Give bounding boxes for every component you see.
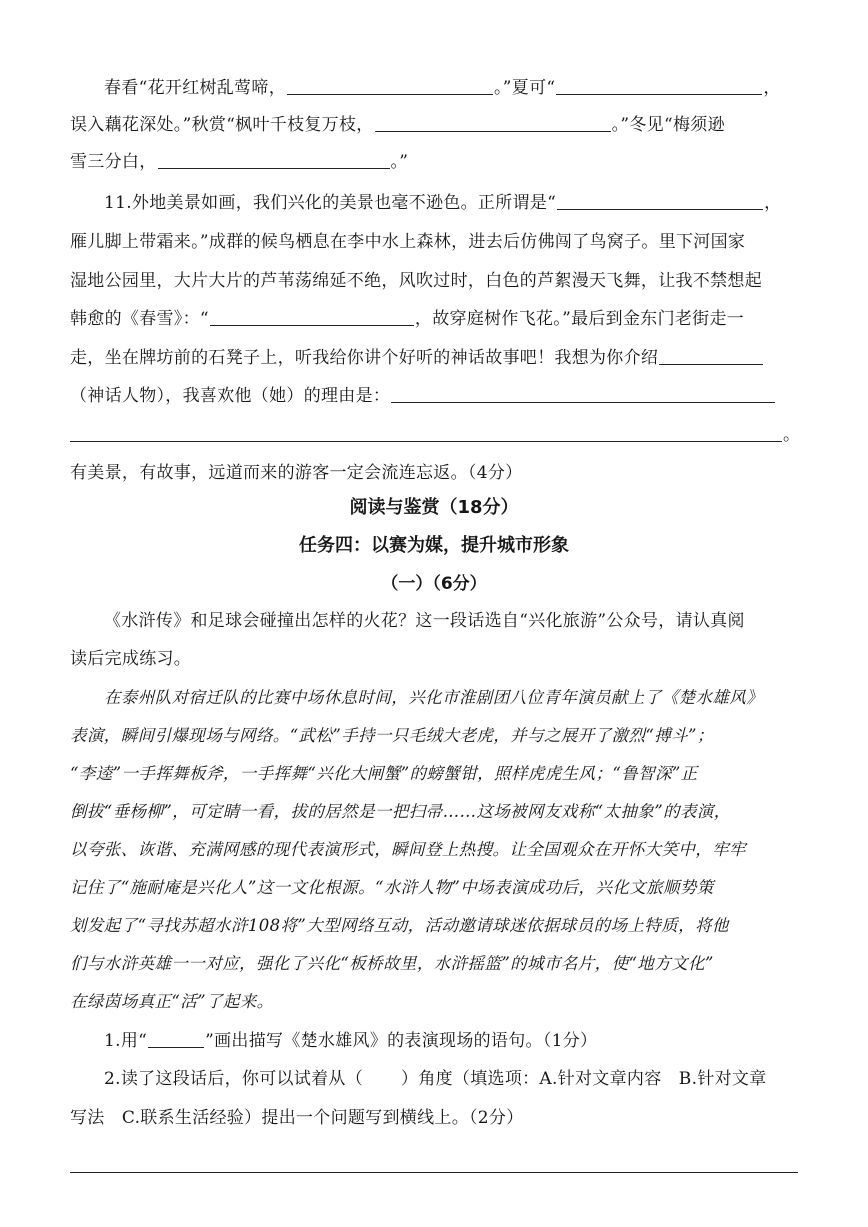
q11-line-6 — [70, 384, 800, 408]
passage-line: 表演，瞬间引爆现场与网络。“武松”手持一只毛绒大老虎，并与之展开了激烈“搏斗”； — [70, 726, 714, 745]
q11-line-1 — [104, 191, 800, 215]
answer-blank[interactable] — [556, 77, 762, 95]
question-1 — [104, 1029, 800, 1053]
answer-blank[interactable] — [70, 424, 782, 442]
q11-text: 韩愈的《春雪》：“ — [70, 309, 209, 329]
answer-blank[interactable] — [375, 114, 611, 132]
q11-line-4 — [70, 307, 800, 331]
q10-line-3 — [70, 150, 800, 174]
q10-text: 春看“花开红树乱莺啼， — [104, 78, 286, 98]
q10-text: ， — [763, 78, 781, 98]
answer-blank[interactable] — [158, 151, 390, 169]
q11-line-3: 湿地公园里，大片大片的芦苇荡绵延不绝，风吹过时，白色的芦絮漫天飞舞，让我不禁想起 — [70, 271, 762, 291]
passage-line: 们与水浒英雄一一对应，强化了兴化“板桥故里，水浒摇篮”的城市名片，使“地方文化” — [70, 954, 714, 973]
answer-blank[interactable] — [210, 308, 414, 326]
q11-text: 。 — [783, 425, 801, 445]
q11-line-7 — [70, 423, 800, 447]
q10-text: 。” — [390, 152, 409, 172]
task-title: 任务四：以赛为媒，提升城市形象 — [299, 535, 569, 556]
underline-sample — [148, 1030, 204, 1048]
intro-line-2: 读后完成练习。 — [70, 649, 192, 669]
q11-line-2: 雁儿脚上带霜来。”成群的候鸟栖息在李中水上森林，进去后仿佛闯了鸟窝子。里下河国家 — [70, 232, 746, 252]
question-2-line-1 — [104, 1067, 800, 1091]
passage-line: 记住了“施耐庵是兴化人”这一文化根源。“水浒人物”中场表演成功后，兴化文旅顺势策 — [70, 878, 714, 897]
q10-line-1 — [104, 76, 800, 100]
answer-blank[interactable] — [391, 385, 775, 403]
answer-blank[interactable] — [557, 192, 763, 210]
q11-text: ，故穿庭树作飞花。”最后到金东门老街走一 — [414, 309, 745, 329]
q11-text: （神话人物），我喜欢他（她）的理由是： — [70, 386, 391, 406]
q2-text: ）角度（填选项：A.针对文章内容 B.针对文章 — [401, 1069, 767, 1089]
passage-line: 倒拔“垂杨柳”，可定睛一看，拔的居然是一把扫帚……这场被网友戏称“太抽象”的表演， — [70, 802, 731, 821]
section-title: 阅读与鉴赏（18分） — [349, 497, 519, 518]
part-title: （一）（6分） — [381, 574, 487, 594]
q1-text: 1.用“ — [104, 1031, 148, 1051]
passage-line: 在绿茵场真正“活”了起来。 — [70, 992, 274, 1011]
q10-text: 。”冬见“梅须逊 — [611, 115, 725, 135]
q11-line-8: 有美景，有故事，远道而来的游客一定会流连忘返。（4分） — [70, 463, 523, 483]
q10-text: 雪三分白， — [70, 152, 157, 172]
q11-text: 11.外地美景如画，我们兴化的美景也毫不逊色。正所谓是“ — [104, 193, 557, 213]
passage-line: 划发起了“寻找苏超水浒108将”大型网络互动，活动邀请球迷依据球员的场上特质，将他 — [70, 916, 729, 935]
q10-text: 。”夏可“ — [494, 78, 556, 98]
passage-line: 在泰州队对宿迁队的比赛中场休息时间，兴化市淮剧团八位青年演员献上了《楚水雄风》 — [104, 688, 764, 707]
q10-text: 误入藕花深处。”秋赏“枫叶千枝复万枝， — [70, 115, 374, 135]
q11-line-5 — [70, 346, 800, 370]
question-2-line-2: 写法 C.联系生活经验）提出一个问题写到横线上。（2分） — [70, 1108, 524, 1128]
answer-blank[interactable] — [287, 77, 493, 95]
passage-line: 以夸张、诙谐、充满网感的现代表演形式，瞬间登上热搜。让全国观众在开怀大笑中，牢牢 — [70, 840, 746, 859]
q11-text: 走，坐在牌坊前的石凳子上，听我给你讲个好听的神话故事吧！我想为你介绍 — [70, 348, 659, 368]
q1-text: ”画出描写《楚水雄风》的表演现场的语句。（1分） — [205, 1031, 598, 1051]
answer-blank[interactable] — [659, 347, 763, 365]
intro-line-1: 《水浒传》和足球会碰撞出怎样的火花？这一段话选自“兴化旅游”公众号，请认真阅 — [104, 611, 745, 631]
passage-line: “李逵”一手挥舞板斧，一手挥舞“兴化大闸蟹”的螃蟹钳，照样虎虎生风；“鲁智深”正 — [70, 764, 698, 783]
answer-line[interactable] — [70, 1172, 798, 1173]
q11-text: ， — [764, 193, 782, 213]
q10-line-2 — [70, 113, 800, 137]
q2-text: 2.读了这段话后，你可以试着从（ — [104, 1069, 364, 1089]
